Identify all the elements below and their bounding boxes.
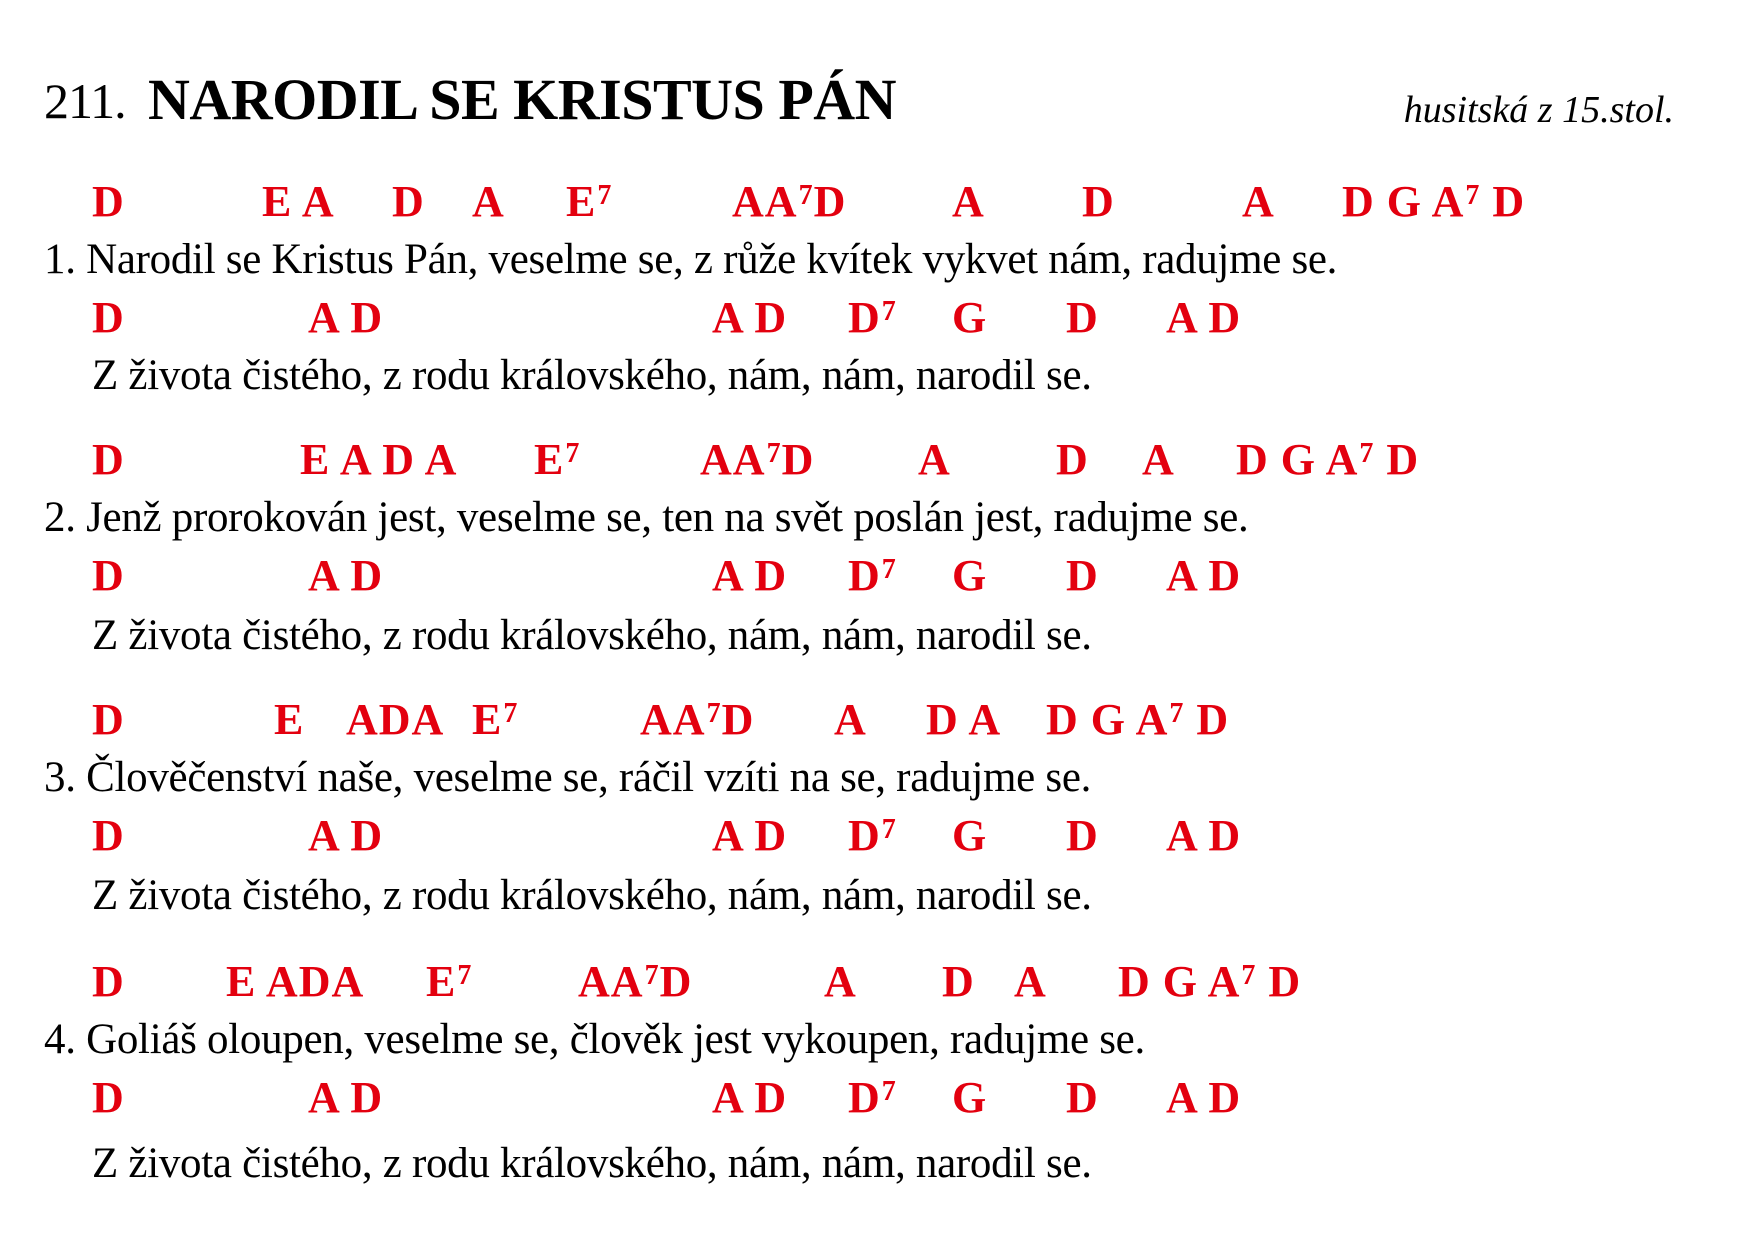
chord: A D [308,1073,384,1122]
chord-extension: 7 [881,554,897,585]
chord: A D [308,551,384,600]
chord: A [918,435,951,484]
chord: A D [1166,1073,1242,1122]
chord: A D [308,293,384,342]
chord: D [1082,177,1115,226]
chord: D A [926,695,1002,744]
chord: A D [1166,551,1242,600]
chord-extension: 7 [881,1076,897,1107]
chord: D G $A^7$ D [1118,957,1302,1006]
chord: E A D A [300,435,458,484]
refrain-chord-line [0,548,1739,604]
chord: D G $A^7$ D [1236,435,1420,484]
chord: D [1066,811,1099,860]
song-number: 211. [44,73,126,129]
chord: A [952,177,985,226]
chord: $D^7$ [848,1073,897,1122]
chord: $E^7$ [534,435,581,484]
chord: D G $A^7$ D [1046,695,1230,744]
refrain-chord-line [0,808,1739,864]
refrain-chord-line [0,1070,1739,1126]
chord: A D [1166,293,1242,342]
chord-extension: 7 [798,180,814,211]
chord: $D^7$ [848,293,897,342]
chord: G [952,811,988,860]
chord: G [952,551,988,600]
chord: D [92,695,125,744]
chord: $D^7$ [848,551,897,600]
chord: D [1056,435,1089,484]
chord: A [824,957,857,1006]
verse-chord-line [0,692,1739,748]
refrain-lyric-line: Z života čistého, z rodu královského, nám, nám, narodil se. [92,612,1092,659]
verse-chord-line [0,432,1739,488]
chord-extension: 7 [1241,960,1257,991]
chord: A [834,695,867,744]
chord: A [472,177,505,226]
verse-lyric-line: 2. Jenž prorokován jest, veselme se, ten na svět poslán jest, radujme se. [44,494,1249,541]
chord-extension: 7 [503,698,519,729]
chord: E ADA [226,957,365,1006]
chord: $AA^7D$ [700,435,815,484]
refrain-lyric-line: Z života čistého, z rodu královského, nám, nám, narodil se. [92,352,1092,399]
chord: A D [712,811,788,860]
chord: $D^7$ [848,811,897,860]
chord: D G $A^7$ D [1342,177,1526,226]
chord: A [1242,177,1275,226]
chord-extension: 7 [1465,180,1481,211]
chord: D [1066,1073,1099,1122]
refrain-chord-line [0,290,1739,346]
verse-chord-line [0,954,1739,1010]
chord: D [92,811,125,860]
chord-extension: 7 [881,814,897,845]
chord-extension: 7 [1169,698,1185,729]
chord: D [92,1073,125,1122]
verse-lyric-line: 3. Člověčenství naše, veselme se, ráčil vzíti na se, radujme se. [44,754,1092,801]
chord-extension: 7 [766,438,782,469]
chord: E [274,695,305,744]
chord: $AA^7D$ [578,957,693,1006]
chord: D [92,435,125,484]
chord: A [1014,957,1047,1006]
chord: A D [712,551,788,600]
chord: D [92,177,125,226]
song-origin: husitská z 15.stol. [1403,89,1674,131]
chord: D [92,293,125,342]
chord: $AA^7D$ [640,695,755,744]
chord: E A [262,177,335,226]
chord-extension: 7 [597,180,613,211]
refrain-lyric-line: Z života čistého, z rodu královského, nám, nám, narodil se. [92,1140,1092,1187]
chord: $AA^7D$ [732,177,847,226]
chord: D [1066,551,1099,600]
chord: D [392,177,425,226]
chord-extension: 7 [644,960,660,991]
chord: A D [308,811,384,860]
chord: D [92,957,125,1006]
chord: G [952,1073,988,1122]
chord: $E^7$ [566,177,613,226]
chord: D [942,957,975,1006]
verse-lyric-line: 4. Goliáš oloupen, veselme se, člověk jest vykoupen, radujme se. [44,1016,1145,1063]
chord: A D [712,1073,788,1122]
chord-extension: 7 [457,960,473,991]
chord: D [1066,293,1099,342]
chord: ADA [346,695,445,744]
verse-chord-line [0,174,1739,230]
song-title: NARODIL SE KRISTUS PÁN [148,67,897,132]
chord: A D [712,293,788,342]
song-header [44,66,1704,146]
chord-extension: 7 [706,698,722,729]
chord: A D [1166,811,1242,860]
chord-extension: 7 [565,438,581,469]
chord: $E^7$ [472,695,519,744]
chord: G [952,293,988,342]
chord: D [92,551,125,600]
chord: A [1142,435,1175,484]
verse-lyric-line: 1. Narodil se Kristus Pán, veselme se, z růže kvítek vykvet nám, radujme se. [44,236,1338,283]
chord-extension: 7 [1359,438,1375,469]
chord: $E^7$ [426,957,473,1006]
chord-extension: 7 [881,296,897,327]
refrain-lyric-line: Z života čistého, z rodu královského, nám, nám, narodil se. [92,872,1092,919]
